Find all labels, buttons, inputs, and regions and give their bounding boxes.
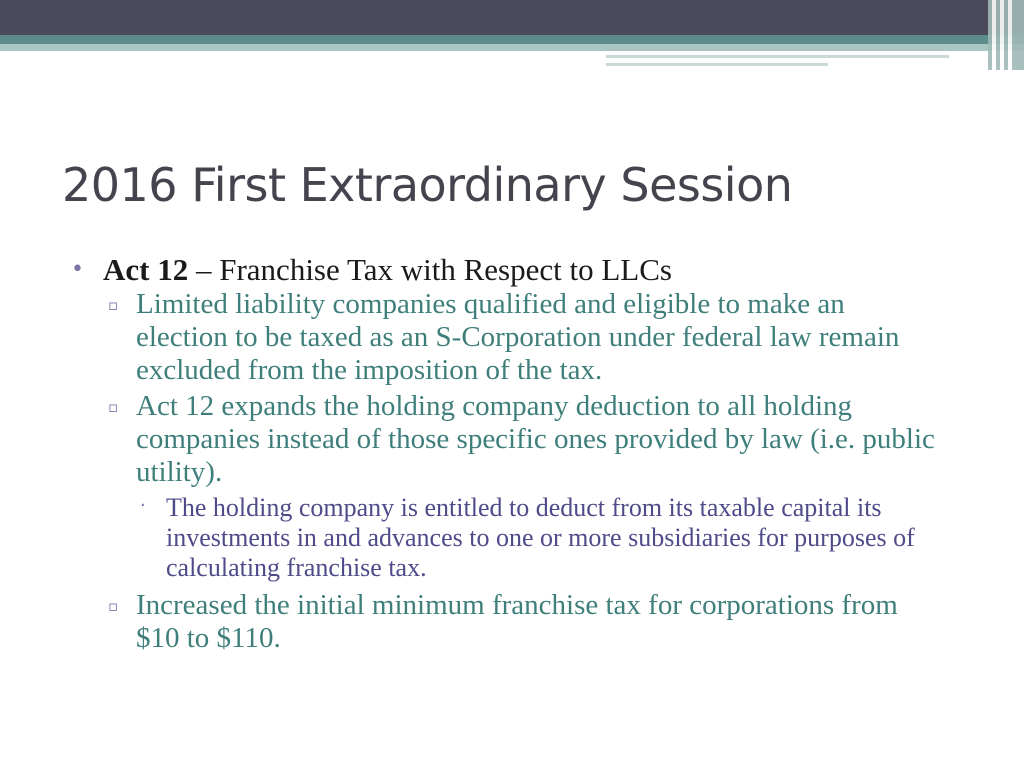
sub-bullet-text: Act 12 expands the holding company deduction to all holding companies instead of those specific ones provided by law (i.e. public utility). <box>136 390 935 488</box>
bullet-act-12 <box>71 252 983 288</box>
slide-title: 2016 First Extraordinary Session <box>62 158 793 212</box>
header-stripes-decoration <box>988 0 1024 70</box>
sub-bullet-text: Increased the initial minimum franchise tax for corporations from $10 to $110. <box>136 589 898 654</box>
square-bullet-icon: ▫ <box>108 597 119 615</box>
heading-separator: – <box>188 252 220 287</box>
header-bar-light <box>0 44 1024 51</box>
bullet-dot-icon: • <box>71 257 84 282</box>
slide-body <box>0 252 1024 655</box>
header-accent-line <box>606 63 828 66</box>
sub-sub-bullet-deduction-detail <box>140 493 956 583</box>
header-accent-line <box>606 55 949 58</box>
square-bullet-icon: ▫ <box>108 296 119 314</box>
header-bar-dark <box>0 0 1024 35</box>
sub-bullet-text: Limited liability companies qualified and eligible to make an election to be taxed as an S-Corporation under federal law remain excluded from the imposition of the tax. <box>136 288 900 386</box>
square-bullet-icon: ▫ <box>108 398 119 416</box>
header-bar-teal <box>0 35 1024 44</box>
sub-sub-bullet-text: The holding company is entitled to deduct from its taxable capital its investments in and advances to one or more subsidiaries for purposes of calculating franchise tax. <box>166 493 915 582</box>
act-heading: Act 12 <box>103 252 189 287</box>
act-description: Franchise Tax with Respect to LLCs <box>219 252 672 287</box>
sub-bullet-minimum-tax <box>108 589 936 655</box>
dot-bullet-icon: · <box>140 495 146 516</box>
sub-bullet-llc-exclusion <box>108 288 936 387</box>
sub-bullet-holding-deduction <box>108 390 936 489</box>
